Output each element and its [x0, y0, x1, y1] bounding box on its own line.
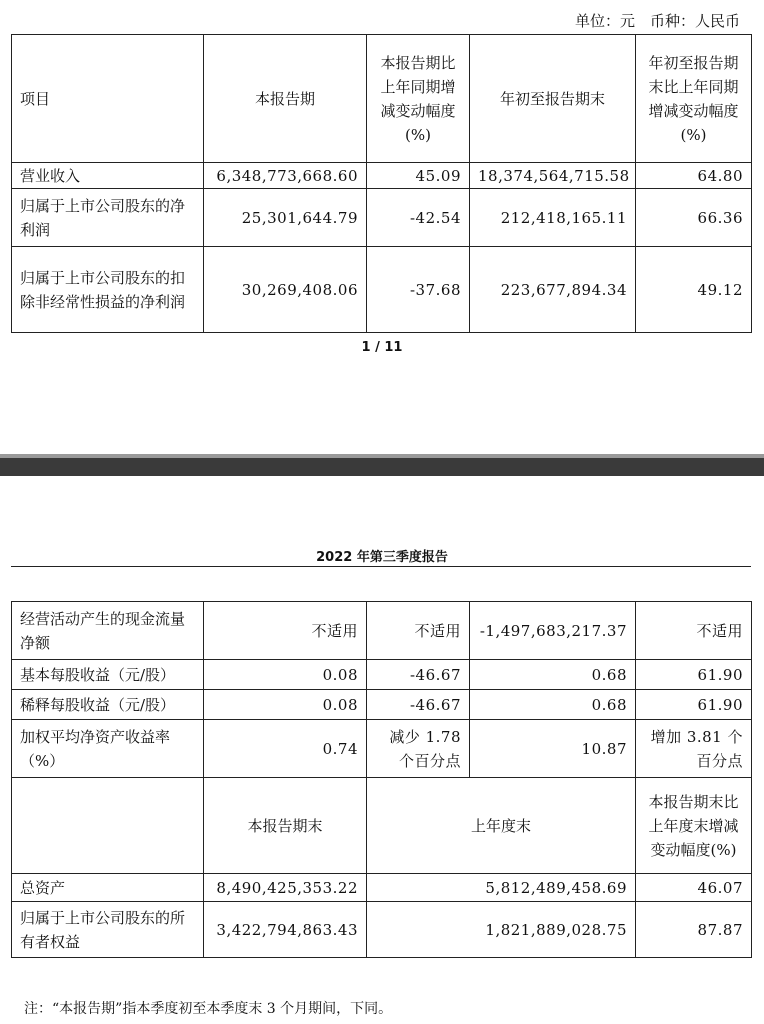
cell-value: 25,301,644.79	[204, 189, 367, 247]
unit-currency-line: 单位：元 币种：人民币	[574, 12, 740, 30]
cell-value: 不适用	[204, 602, 367, 660]
cell-value: 64.80	[636, 163, 752, 189]
table-subheader-row	[12, 778, 752, 874]
cell-value: 66.36	[636, 189, 752, 247]
row-label: 稀释每股收益（元/股）	[12, 690, 204, 720]
cell-value: 61.90	[636, 660, 752, 690]
cell-value: 0.68	[470, 660, 636, 690]
table-row	[12, 602, 752, 660]
cell-value: 增加 3.81 个百分点	[636, 720, 752, 778]
cell-value: 212,418,165.11	[470, 189, 636, 247]
report-title: 2022 年第三季度报告	[316, 550, 448, 565]
cell-value: 30,269,408.06	[204, 247, 367, 333]
table-row	[12, 690, 752, 720]
table-row	[12, 189, 752, 247]
table-header-row	[12, 35, 752, 163]
cell-value: 8,490,425,353.22	[204, 874, 367, 902]
cell-value: 不适用	[367, 602, 470, 660]
cell-value: 1,821,889,028.75	[367, 902, 636, 958]
page-number: 1 / 11	[361, 340, 403, 355]
financial-table-continued	[11, 601, 752, 958]
table-row	[12, 660, 752, 690]
cell-value: 减少 1.78 个百分点	[367, 720, 470, 778]
table-row	[12, 720, 752, 778]
table-row	[12, 163, 752, 189]
header-ytd: 年初至报告期末	[470, 35, 636, 163]
cell-value: 5,812,489,458.69	[367, 874, 636, 902]
subheader-change: 本报告期末比上年度末增减变动幅度(%)	[636, 778, 752, 874]
cell-value: 61.90	[636, 690, 752, 720]
row-label: 归属于上市公司股东的所有者权益	[12, 902, 204, 958]
row-label: 基本每股收益（元/股）	[12, 660, 204, 690]
cell-value: -37.68	[367, 247, 470, 333]
title-rule	[11, 566, 751, 567]
cell-value: 0.08	[204, 660, 367, 690]
cell-value: 10.87	[470, 720, 636, 778]
header-current-period: 本报告期	[204, 35, 367, 163]
header-item: 项目	[12, 35, 204, 163]
cell-value: -46.67	[367, 660, 470, 690]
row-label: 营业收入	[12, 163, 204, 189]
cell-value: 0.74	[204, 720, 367, 778]
row-label: 总资产	[12, 874, 204, 902]
cell-value: 不适用	[636, 602, 752, 660]
cell-value: 6,348,773,668.60	[204, 163, 367, 189]
cell-value: -46.67	[367, 690, 470, 720]
cell-value: 0.68	[470, 690, 636, 720]
subheader-period-end: 本报告期末	[204, 778, 367, 874]
header-current-change: 本报告期比上年同期增减变动幅度(%)	[367, 35, 470, 163]
cell-value: 45.09	[367, 163, 470, 189]
cell-value: 46.07	[636, 874, 752, 902]
subheader-prior-year-end: 上年度末	[367, 778, 636, 874]
cell-value: 49.12	[636, 247, 752, 333]
header-ytd-change: 年初至报告期末比上年同期增减变动幅度(%)	[636, 35, 752, 163]
row-label: 归属于上市公司股东的净利润	[12, 189, 204, 247]
cell-value: 18,374,564,715.58	[470, 163, 636, 189]
table-row	[12, 902, 752, 958]
table-row	[12, 247, 752, 333]
cell-value: 87.87	[636, 902, 752, 958]
page-separator	[0, 458, 764, 476]
cell-value: -1,497,683,217.37	[470, 602, 636, 660]
cell-value: -42.54	[367, 189, 470, 247]
cell-value: 223,677,894.34	[470, 247, 636, 333]
row-label: 加权平均净资产收益率（%）	[12, 720, 204, 778]
cell-value: 3,422,794,863.43	[204, 902, 367, 958]
table-row	[12, 874, 752, 902]
subheader-blank	[12, 778, 204, 874]
financial-table-main	[11, 34, 752, 333]
row-label: 归属于上市公司股东的扣除非经常性损益的净利润	[12, 247, 204, 333]
row-label: 经营活动产生的现金流量净额	[12, 602, 204, 660]
cell-value: 0.08	[204, 690, 367, 720]
footnote: 注：“本报告期”指本季度初至本季度末 3 个月期间，下同。	[24, 1001, 393, 1017]
